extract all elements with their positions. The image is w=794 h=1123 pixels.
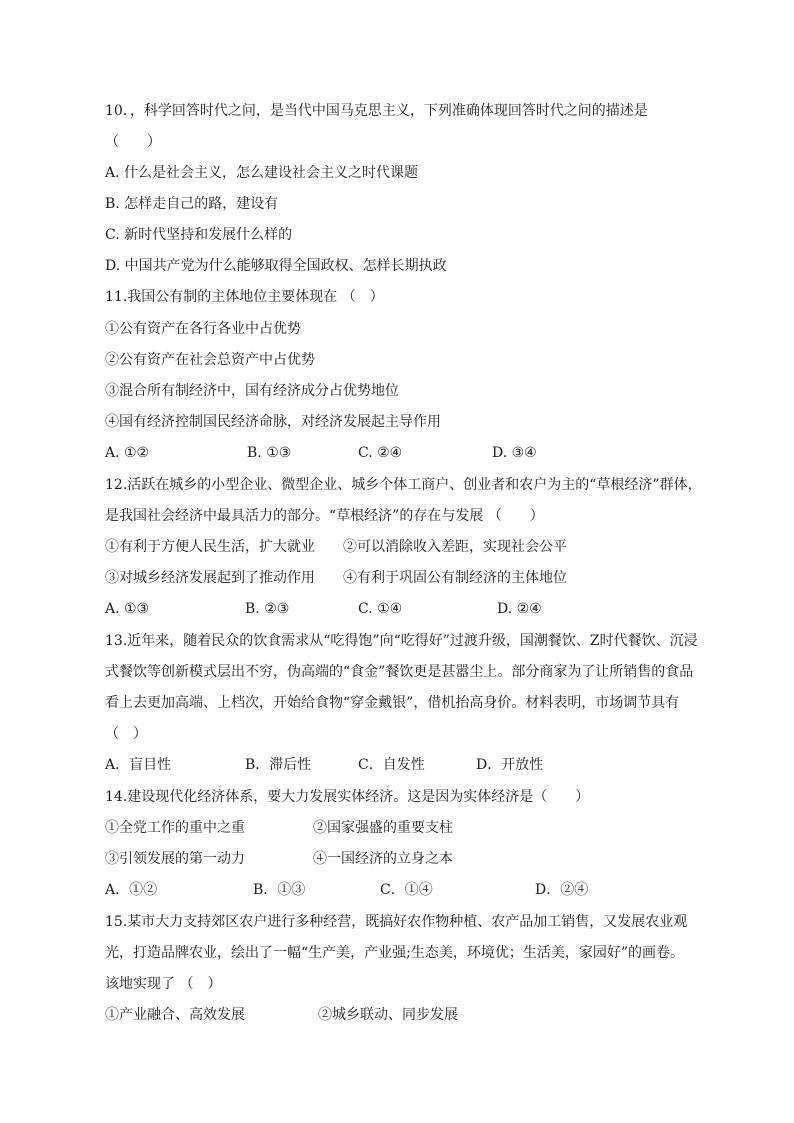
q13-option-c: C．自发性 bbox=[358, 757, 425, 773]
q14-items-row-1 bbox=[105, 818, 665, 838]
q10-option-b: B. 怎样走自己的路，建设有 bbox=[105, 196, 279, 212]
q11-item-1: ①公有资产在各行各业中占优势 bbox=[105, 321, 301, 337]
q13-option-d: D．开放性 bbox=[476, 757, 544, 773]
q13-stem-line-2: 式餐饮等创新模式层出不穷，伪高端的“食金”餐饮更是甚嚣尘上。部分商家为了让所销售的食品 bbox=[105, 664, 694, 680]
q12-option-d: D. ②④ bbox=[497, 601, 542, 617]
q14-option-a: A．①② bbox=[105, 882, 158, 898]
q15-items-row-1 bbox=[105, 1005, 665, 1025]
q14-option-b: B．①③ bbox=[253, 882, 306, 898]
q14-items-row-2 bbox=[105, 849, 665, 869]
q11-stem: 11.我国公有制的主体地位主要体现在 （ ） bbox=[105, 289, 384, 305]
q13-stem-line-1: 13.近年来，随着民众的饮食需求从“吃得饱”向“吃得好”过渡升级，国潮餐饮、Z时代餐饮、沉浸 bbox=[105, 633, 698, 649]
q14-item-3: ③引领发展的第一动力 bbox=[105, 851, 245, 867]
q14-option-c: C．①④ bbox=[380, 882, 433, 898]
q15-item-2: ②城乡联动、同步发展 bbox=[318, 1007, 458, 1023]
q11-option-c: C. ②④ bbox=[358, 445, 403, 461]
q10-stem-line-2: （ ） bbox=[105, 134, 161, 150]
q14-option-d: D．②④ bbox=[535, 882, 589, 898]
q13-options bbox=[105, 755, 665, 775]
q13-stem-line-3: 看上去更加高端、上档次，开始给食物“穿金戴银”，借机抬高身价。材料表明，市场调节具有 bbox=[105, 695, 680, 711]
q12-option-a: A. ①③ bbox=[105, 601, 150, 617]
q12-stem-line-1: 12.活跃在城乡的小型企业、微型企业、城乡个体工商户、创业者和农户为主的“草根经济”群体， bbox=[105, 477, 702, 493]
q13-option-a: A．盲目性 bbox=[105, 757, 172, 773]
q14-options bbox=[105, 880, 665, 900]
q12-option-b: B. ②③ bbox=[245, 601, 290, 617]
q11-item-3: ③混合所有制经济中，国有经济成分占优势地位 bbox=[105, 383, 399, 399]
q12-stem-line-2: 是我国社会经济中最具活力的部分。“草根经济”的存在与发展 （ ） bbox=[105, 508, 544, 524]
q14-item-4: ④一国经济的立身之本 bbox=[313, 851, 453, 867]
q10-stem-line-1: 10．，科学回答时代之问，是当代中国马克思主义，下列准确体现回答时代之问的描述是 bbox=[105, 103, 648, 119]
q14-item-2: ②国家强盛的重要支柱 bbox=[313, 820, 453, 836]
q14-item-1: ①全党工作的重中之重 bbox=[105, 820, 245, 836]
q11-option-a: A. ①② bbox=[105, 445, 150, 461]
q12-options bbox=[105, 599, 665, 619]
q12-items-line-2: ③对城乡经济发展起到了推动作用 ④有利于巩固公有制经济的主体地位 bbox=[105, 570, 567, 586]
q11-item-4: ④国有经济控制国民经济命脉，对经济发展起主导作用 bbox=[105, 414, 441, 430]
q11-item-2: ②公有资产在社会总资产中占优势 bbox=[105, 352, 315, 368]
q13-stem-line-4: （ ） bbox=[105, 726, 147, 742]
q11-option-b: B. ①③ bbox=[247, 445, 292, 461]
q11-option-d: D. ③④ bbox=[492, 445, 537, 461]
q14-stem: 14.建设现代化经济体系，要大力发展实体经济。这是因为实体经济是（ ） bbox=[105, 789, 590, 805]
q13-option-b: B．滞后性 bbox=[245, 757, 312, 773]
q15-stem-line-3: 该地实现了 （ ） bbox=[105, 976, 222, 992]
q15-item-1: ①产业融合、高效发展 bbox=[105, 1007, 245, 1023]
q15-stem-line-1: 15.某市大力支持郊区农户进行多种经营，既搞好农作物种植、农产品加工销售，又发展农业观 bbox=[105, 914, 688, 930]
q10-option-c: C. 新时代坚持和发展什么样的 bbox=[105, 227, 293, 243]
q12-items-line-1: ①有利于方便人民生活，扩大就业 ②可以消除收入差距，实现社会公平 bbox=[105, 539, 567, 555]
q12-option-c: C. ①④ bbox=[358, 601, 403, 617]
q10-option-d: D. 中国共产党为什么能够取得全国政权、怎样长期执政 bbox=[105, 258, 447, 274]
q10-option-a: A. 什么是社会主义，怎么建设社会主义之时代课题 bbox=[105, 165, 419, 181]
q11-options bbox=[105, 443, 665, 463]
q15-stem-line-2: 光，打造品牌农业，绘出了一幅“生产美，产业强;生态美，环境优；生活美，家园好”的画卷。 bbox=[105, 945, 685, 961]
